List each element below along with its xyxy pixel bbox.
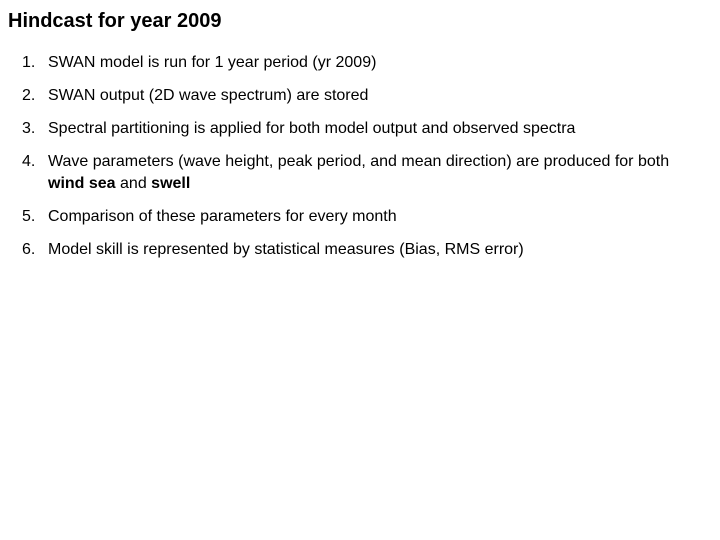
- slide-title: Hindcast for year 2009: [8, 10, 222, 32]
- step-number: 5.: [22, 208, 36, 225]
- list-item: [0, 118, 700, 140]
- swell-term: swell: [151, 175, 191, 192]
- wind-sea-term: wind sea: [48, 175, 116, 192]
- step-text: SWAN model is run for 1 year period (yr 2009): [48, 54, 377, 71]
- step-text: Model skill is represented by statistical measures (Bias, RMS error): [48, 241, 524, 258]
- list-item: [0, 206, 700, 228]
- step-text-before: Wave parameters (wave height, peak period, and mean direction) are produced for both: [48, 153, 670, 170]
- step-number: 6.: [22, 241, 36, 258]
- steps-list: [0, 52, 700, 272]
- step-number: 2.: [22, 87, 36, 104]
- list-item: [0, 239, 700, 261]
- list-item: [0, 85, 700, 107]
- list-item: [0, 151, 700, 195]
- step-number: 3.: [22, 120, 36, 137]
- step-text: Spectral partitioning is applied for both model output and observed spectra: [48, 120, 576, 137]
- step-text: SWAN output (2D wave spectrum) are stored: [48, 87, 369, 104]
- step-number: 4.: [22, 153, 36, 170]
- step-text-middle: and: [115, 175, 152, 192]
- step-text: [48, 151, 700, 195]
- list-item: [0, 52, 700, 74]
- step-text: Comparison of these parameters for every month: [48, 208, 397, 225]
- step-number: 1.: [22, 54, 36, 71]
